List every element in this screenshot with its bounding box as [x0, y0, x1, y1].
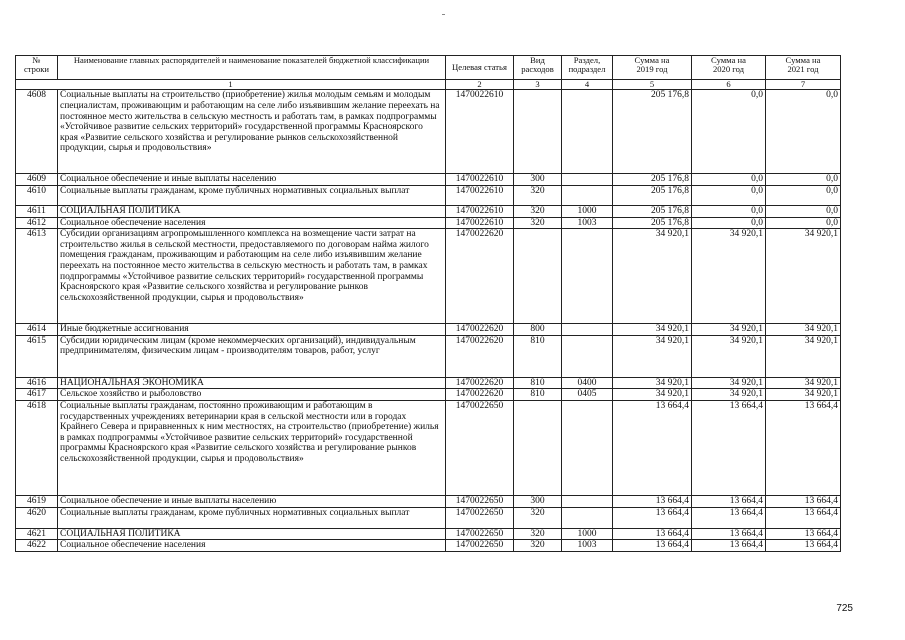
header-sum-2020: Сумма на 2020 год: [692, 56, 766, 80]
column-index: 3: [514, 80, 562, 90]
table-row: [16, 540, 841, 552]
row-name-cell: СОЦИАЛЬНАЯ ПОЛИТИКА: [58, 206, 446, 218]
header-target-article: Целевая статья: [446, 56, 514, 80]
expense-type-cell: 320: [514, 206, 562, 218]
header-section: Раздел, подраздел: [562, 56, 613, 80]
sum-2020-cell: 0,0: [692, 217, 766, 229]
sum-2021-cell: 13 664,4: [766, 528, 841, 540]
expense-type-cell: 300: [514, 495, 562, 507]
table-row: [16, 495, 841, 507]
sum-2020-cell: 13 664,4: [692, 495, 766, 507]
expense-type-cell: [514, 400, 562, 495]
section-cell: [562, 229, 613, 324]
row-name-cell: Социальные выплаты гражданам, кроме публичных нормативных социальных выплат: [58, 186, 446, 206]
table-header-row: [16, 56, 841, 80]
header-sum-2021: Сумма на 2021 год: [766, 56, 841, 80]
target-article-cell: 1470022620: [446, 229, 514, 324]
sum-2021-cell: 34 920,1: [766, 229, 841, 324]
sum-2019-cell: 34 920,1: [613, 377, 692, 389]
sum-2020-cell: 0,0: [692, 186, 766, 206]
row-name-cell: Сельское хозяйство и рыболовство: [58, 389, 446, 401]
row-number-cell: 4611: [16, 206, 58, 218]
column-index: 2: [446, 80, 514, 90]
target-article-cell: 1470022610: [446, 217, 514, 229]
expense-type-cell: 810: [514, 389, 562, 401]
column-index: 1: [16, 80, 446, 90]
header-name: Наименование главных распорядителей и наименование показателей бюджетной классификации: [58, 56, 446, 80]
row-number-cell: 4610: [16, 186, 58, 206]
sum-2020-cell: 0,0: [692, 174, 766, 186]
table-row: [16, 206, 841, 218]
section-cell: 1000: [562, 528, 613, 540]
table-row: [16, 90, 841, 174]
target-article-cell: 1470022620: [446, 389, 514, 401]
sum-2019-cell: 205 176,8: [613, 186, 692, 206]
section-cell: [562, 400, 613, 495]
table-row: [16, 174, 841, 186]
sum-2019-cell: 205 176,8: [613, 206, 692, 218]
sum-2019-cell: 13 664,4: [613, 528, 692, 540]
expense-type-cell: [514, 90, 562, 174]
expense-type-cell: 320: [514, 186, 562, 206]
row-number-cell: 4621: [16, 528, 58, 540]
sum-2020-cell: 34 920,1: [692, 377, 766, 389]
sum-2019-cell: 13 664,4: [613, 540, 692, 552]
row-name-cell: Социальное обеспечение населения: [58, 540, 446, 552]
row-number-cell: 4609: [16, 174, 58, 186]
section-cell: [562, 507, 613, 528]
row-number-cell: 4618: [16, 400, 58, 495]
sum-2021-cell: 13 664,4: [766, 540, 841, 552]
row-number-cell: 4622: [16, 540, 58, 552]
row-name-cell: Субсидии организациям агропромышленного комплекса на возмещение части затрат на строительство жилья в сельской местности, предоставляемого по договорам найма жилого помещения гражданам, проживающим и работающим на селе либо изъявившим желание переехать на постоянное место жительства в сельскую местность и работать там, в рамках подпрограммы «Устойчивое развитие сельских территорий» государственной программы Красноярского края «Развитие сельского хозяйства и регулирование рынков сельскохозяйственной продукции, сырья и продовольствия»: [58, 229, 446, 324]
sum-2019-cell: 34 920,1: [613, 335, 692, 377]
page-number: 725: [836, 603, 853, 614]
table-row: [16, 186, 841, 206]
sum-2021-cell: 13 664,4: [766, 400, 841, 495]
row-number-cell: 4614: [16, 324, 58, 336]
column-index: 7: [766, 80, 841, 90]
section-cell: 1003: [562, 540, 613, 552]
column-index: 5: [613, 80, 692, 90]
table-row: [16, 229, 841, 324]
target-article-cell: 1470022620: [446, 324, 514, 336]
sum-2019-cell: 205 176,8: [613, 217, 692, 229]
column-index-row: [16, 80, 841, 90]
target-article-cell: 1470022610: [446, 90, 514, 174]
sum-2021-cell: 0,0: [766, 206, 841, 218]
expense-type-cell: 320: [514, 528, 562, 540]
row-number-cell: 4616: [16, 377, 58, 389]
row-number-cell: 4608: [16, 90, 58, 174]
expense-type-cell: 810: [514, 377, 562, 389]
sum-2021-cell: 13 664,4: [766, 507, 841, 528]
target-article-cell: 1470022650: [446, 400, 514, 495]
target-article-cell: 1470022620: [446, 377, 514, 389]
budget-table: [15, 55, 841, 552]
table-row: [16, 528, 841, 540]
target-article-cell: 1470022650: [446, 540, 514, 552]
row-number-cell: 4619: [16, 495, 58, 507]
scan-mark: [442, 14, 445, 15]
sum-2019-cell: 34 920,1: [613, 389, 692, 401]
table-row: [16, 507, 841, 528]
sum-2021-cell: 34 920,1: [766, 335, 841, 377]
sum-2021-cell: 0,0: [766, 186, 841, 206]
sum-2020-cell: 13 664,4: [692, 400, 766, 495]
sum-2021-cell: 0,0: [766, 174, 841, 186]
target-article-cell: 1470022610: [446, 174, 514, 186]
section-cell: [562, 495, 613, 507]
section-cell: 1000: [562, 206, 613, 218]
header-sum-2019: Сумма на 2019 год: [613, 56, 692, 80]
sum-2021-cell: 13 664,4: [766, 495, 841, 507]
target-article-cell: 1470022610: [446, 186, 514, 206]
sum-2021-cell: 34 920,1: [766, 324, 841, 336]
target-article-cell: 1470022610: [446, 206, 514, 218]
sum-2021-cell: 34 920,1: [766, 377, 841, 389]
sum-2020-cell: 34 920,1: [692, 324, 766, 336]
table-row: [16, 324, 841, 336]
table-body: [16, 90, 841, 551]
section-cell: [562, 90, 613, 174]
column-index: 6: [692, 80, 766, 90]
sum-2020-cell: 13 664,4: [692, 540, 766, 552]
section-cell: [562, 186, 613, 206]
section-cell: 0400: [562, 377, 613, 389]
target-article-cell: 1470022650: [446, 495, 514, 507]
row-number-cell: 4617: [16, 389, 58, 401]
table-row: [16, 217, 841, 229]
row-name-cell: Социальные выплаты на строительство (приобретение) жилья молодым семьям и молодым специалистам, проживающим и работающим на селе либо изъявившим желание переехать на постоянное место жительства в сельскую местность и работать там, в рамках подпрограммы «Устойчивое развитие сельских территорий» государственной программы Красноярского края «Развитие сельского хозяйства и регулирование рынков сельскохозяйственной продукции, сырья и продовольствия»: [58, 90, 446, 174]
sum-2020-cell: 0,0: [692, 90, 766, 174]
sum-2019-cell: 13 664,4: [613, 507, 692, 528]
expense-type-cell: 320: [514, 540, 562, 552]
sum-2019-cell: 205 176,8: [613, 90, 692, 174]
section-cell: [562, 335, 613, 377]
sum-2020-cell: 34 920,1: [692, 389, 766, 401]
sum-2021-cell: 34 920,1: [766, 389, 841, 401]
sum-2021-cell: 0,0: [766, 217, 841, 229]
header-row-number: № строки: [16, 56, 58, 80]
sum-2020-cell: 34 920,1: [692, 229, 766, 324]
row-name-cell: НАЦИОНАЛЬНАЯ ЭКОНОМИКА: [58, 377, 446, 389]
row-name-cell: Социальное обеспечение и иные выплаты населению: [58, 495, 446, 507]
row-name-cell: Социальное обеспечение и иные выплаты населению: [58, 174, 446, 186]
section-cell: [562, 174, 613, 186]
row-number-cell: 4620: [16, 507, 58, 528]
expense-type-cell: 800: [514, 324, 562, 336]
row-number-cell: 4612: [16, 217, 58, 229]
sum-2019-cell: 34 920,1: [613, 324, 692, 336]
column-index: 4: [562, 80, 613, 90]
sum-2019-cell: 34 920,1: [613, 229, 692, 324]
row-name-cell: Субсидии юридическим лицам (кроме некоммерческих организаций), индивидуальным предпринимателям, физическим лицам - производителям товаров, работ, услуг: [58, 335, 446, 377]
sum-2020-cell: 34 920,1: [692, 335, 766, 377]
expense-type-cell: 810: [514, 335, 562, 377]
expense-type-cell: 320: [514, 217, 562, 229]
row-name-cell: Социальное обеспечение населения: [58, 217, 446, 229]
table-row: [16, 377, 841, 389]
section-cell: 0405: [562, 389, 613, 401]
section-cell: [562, 324, 613, 336]
header-expense-type: Вид расходов: [514, 56, 562, 80]
target-article-cell: 1470022650: [446, 528, 514, 540]
table-row: [16, 335, 841, 377]
row-number-cell: 4613: [16, 229, 58, 324]
table-row: [16, 400, 841, 495]
target-article-cell: 1470022620: [446, 335, 514, 377]
row-name-cell: СОЦИАЛЬНАЯ ПОЛИТИКА: [58, 528, 446, 540]
table-row: [16, 389, 841, 401]
row-number-cell: 4615: [16, 335, 58, 377]
sum-2019-cell: 13 664,4: [613, 400, 692, 495]
section-cell: 1003: [562, 217, 613, 229]
sum-2020-cell: 0,0: [692, 206, 766, 218]
expense-type-cell: [514, 229, 562, 324]
expense-type-cell: 320: [514, 507, 562, 528]
sum-2021-cell: 0,0: [766, 90, 841, 174]
row-name-cell: Социальные выплаты гражданам, постоянно проживающим и работающим в государственных учреждениях ветеринарии края в сельской местности или в городах Крайнего Севера и приравненных к ним местностях, на строительство (приобретение) жилья в рамках подпрограммы «Устойчивое развитие сельских территорий» государственной программы Красноярского края «Развитие сельского хозяйства и регулирование рынков сельскохозяйственной продукции, сырья и продовольствия»: [58, 400, 446, 495]
expense-type-cell: 300: [514, 174, 562, 186]
sum-2019-cell: 205 176,8: [613, 174, 692, 186]
row-name-cell: Иные бюджетные ассигнования: [58, 324, 446, 336]
sum-2020-cell: 13 664,4: [692, 507, 766, 528]
sum-2019-cell: 13 664,4: [613, 495, 692, 507]
sum-2020-cell: 13 664,4: [692, 528, 766, 540]
target-article-cell: 1470022650: [446, 507, 514, 528]
row-name-cell: Социальные выплаты гражданам, кроме публичных нормативных социальных выплат: [58, 507, 446, 528]
